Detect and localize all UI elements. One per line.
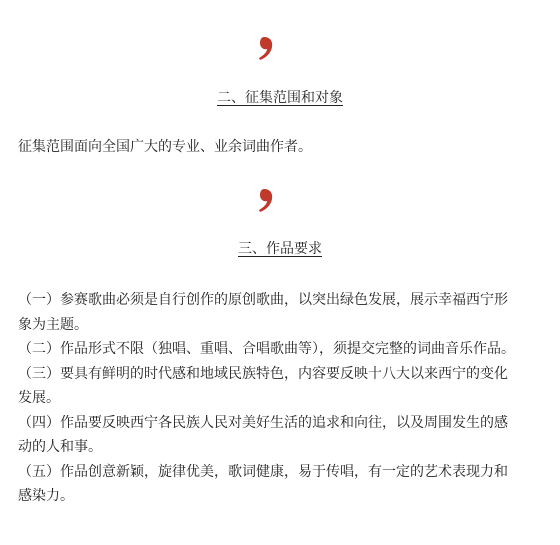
section-heading-scope	[0, 89, 560, 107]
requirement-item: （四）作品要反映西宁各民族人民对美好生活的追求和向往，以及周围发生的感动的人和事。	[18, 414, 508, 455]
requirement-item: （一）参赛歌曲必须是自行创作的原创歌曲，以突出绿色发展，展示幸福西宁形象为主题。	[18, 292, 508, 333]
requirement-item: （三）要具有鲜明的时代感和地域民族特色，内容要反映十八大以来西宁的变化发展。	[18, 365, 508, 406]
section-heading-scope-text: 二、征集范围和对象	[217, 90, 343, 106]
requirement-item: （二）作品形式不限（独唱、重唱、合唱歌曲等），须提交完整的词曲音乐作品。	[18, 341, 515, 357]
scope-paragraph: 征集范围面向全国广大的专业、业余词曲作者。	[18, 139, 312, 155]
requirement-item: （五）作品创意新颖，旋律优美，歌词健康，易于传唱，有一定的艺术表现力和感染力。	[18, 463, 508, 504]
requirements-list	[18, 288, 518, 509]
section-heading-requirements	[0, 240, 560, 258]
quote-mark-icon	[256, 186, 276, 214]
section-heading-requirements-text: 三、作品要求	[238, 241, 322, 257]
quote-mark-icon	[256, 34, 276, 62]
